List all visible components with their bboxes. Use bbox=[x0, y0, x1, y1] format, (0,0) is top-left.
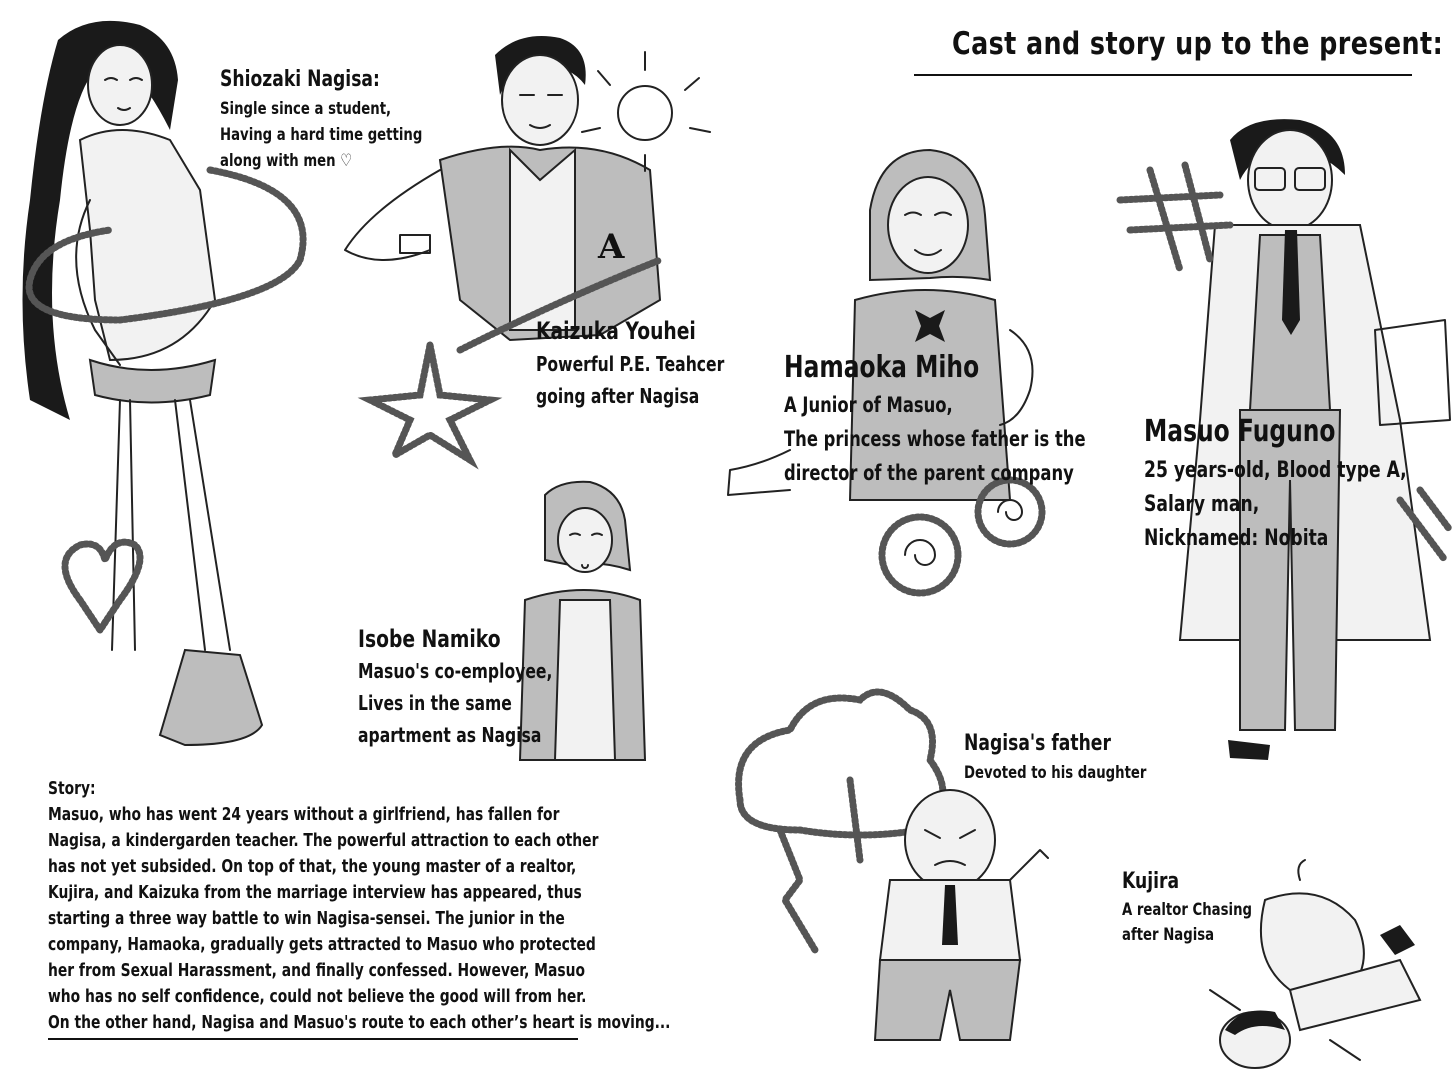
character-card-miho bbox=[784, 350, 1171, 490]
story-line: her from Sexual Harassment, and finally confessed. However, Masuo bbox=[48, 960, 585, 981]
story-line: On the other hand, Nagisa and Masuo's route to each other’s heart is moving... bbox=[48, 1012, 671, 1033]
character-name: Isobe Namiko bbox=[358, 625, 501, 653]
story-line: Masuo, who has went 24 years without a girlfriend, has fallen for bbox=[48, 804, 560, 825]
star-doodle bbox=[370, 345, 490, 460]
character-name: Nagisa's father bbox=[964, 731, 1111, 756]
description-line: Single since a student, bbox=[220, 99, 392, 119]
description-line: along with men ♡ bbox=[220, 151, 353, 171]
character-description bbox=[358, 655, 552, 751]
character-card-namiko bbox=[358, 624, 607, 751]
description-line: 25 years-old, Blood type A, bbox=[1144, 458, 1407, 483]
description-line: Nicknamed: Nobita bbox=[1144, 526, 1329, 551]
story-underline bbox=[48, 1038, 578, 1040]
page-title: Cast and story up to the present: bbox=[952, 26, 1444, 62]
character-name: Masuo Fuguno bbox=[1144, 414, 1336, 449]
character-description bbox=[220, 96, 422, 174]
character-name: Hamaoka Miho bbox=[784, 350, 980, 385]
character-description bbox=[784, 388, 1086, 490]
description-line: after Nagisa bbox=[1122, 925, 1215, 945]
character-name: Shiozaki Nagisa: bbox=[220, 67, 380, 92]
character-card-kaizuka bbox=[536, 316, 777, 412]
character-description bbox=[1144, 454, 1407, 556]
description-line: Having a hard time getting bbox=[220, 125, 423, 145]
title-underline bbox=[914, 74, 1412, 76]
description-line: Masuo's co-employee, bbox=[358, 659, 553, 683]
story-section bbox=[48, 776, 670, 1036]
description-line: Powerful P.E. Teahcer bbox=[536, 352, 725, 376]
story-line: company, Hamaoka, gradually gets attracted to Masuo who protected bbox=[48, 934, 596, 955]
character-card-kujira bbox=[1122, 868, 1289, 948]
character-name: Kaizuka Youhei bbox=[536, 317, 696, 345]
description-line: Lives in the same bbox=[358, 691, 512, 715]
description-line: going after Nagisa bbox=[536, 384, 700, 408]
character-description bbox=[536, 348, 724, 412]
description-line: The princess whose father is the bbox=[784, 427, 1086, 451]
description-line: apartment as Nagisa bbox=[358, 723, 542, 747]
character-name: Kujira bbox=[1122, 869, 1180, 894]
svg-text:A: A bbox=[598, 227, 625, 267]
character-description bbox=[964, 760, 1146, 786]
description-line: A realtor Chasing bbox=[1122, 900, 1253, 920]
story-line: who has no self confidence, could not believe the good will from her. bbox=[48, 986, 587, 1007]
heart-doodle bbox=[65, 542, 140, 630]
story-heading: Story: bbox=[48, 778, 96, 799]
character-description bbox=[1122, 898, 1252, 948]
description-line: director of the parent company bbox=[784, 461, 1074, 485]
description-line: A Junior of Masuo, bbox=[784, 393, 953, 417]
story-line: has not yet subsided. On top of that, the young master of a realtor, bbox=[48, 856, 577, 877]
description-line: Salary man, bbox=[1144, 492, 1260, 517]
description-line: Devoted to his daughter bbox=[964, 763, 1147, 783]
character-card-nagisa bbox=[220, 66, 479, 174]
story-line: Nagisa, a kindergarden teacher. The powerful attraction to each other bbox=[48, 830, 599, 851]
character-card-father bbox=[964, 730, 1198, 786]
story-line: Kujira, and Kaizuka from the marriage interview has appeared, thus bbox=[48, 882, 582, 903]
story-line: starting a three way battle to win Nagisa-sensei. The junior in the bbox=[48, 908, 565, 929]
character-card-masuo bbox=[1144, 414, 1456, 556]
